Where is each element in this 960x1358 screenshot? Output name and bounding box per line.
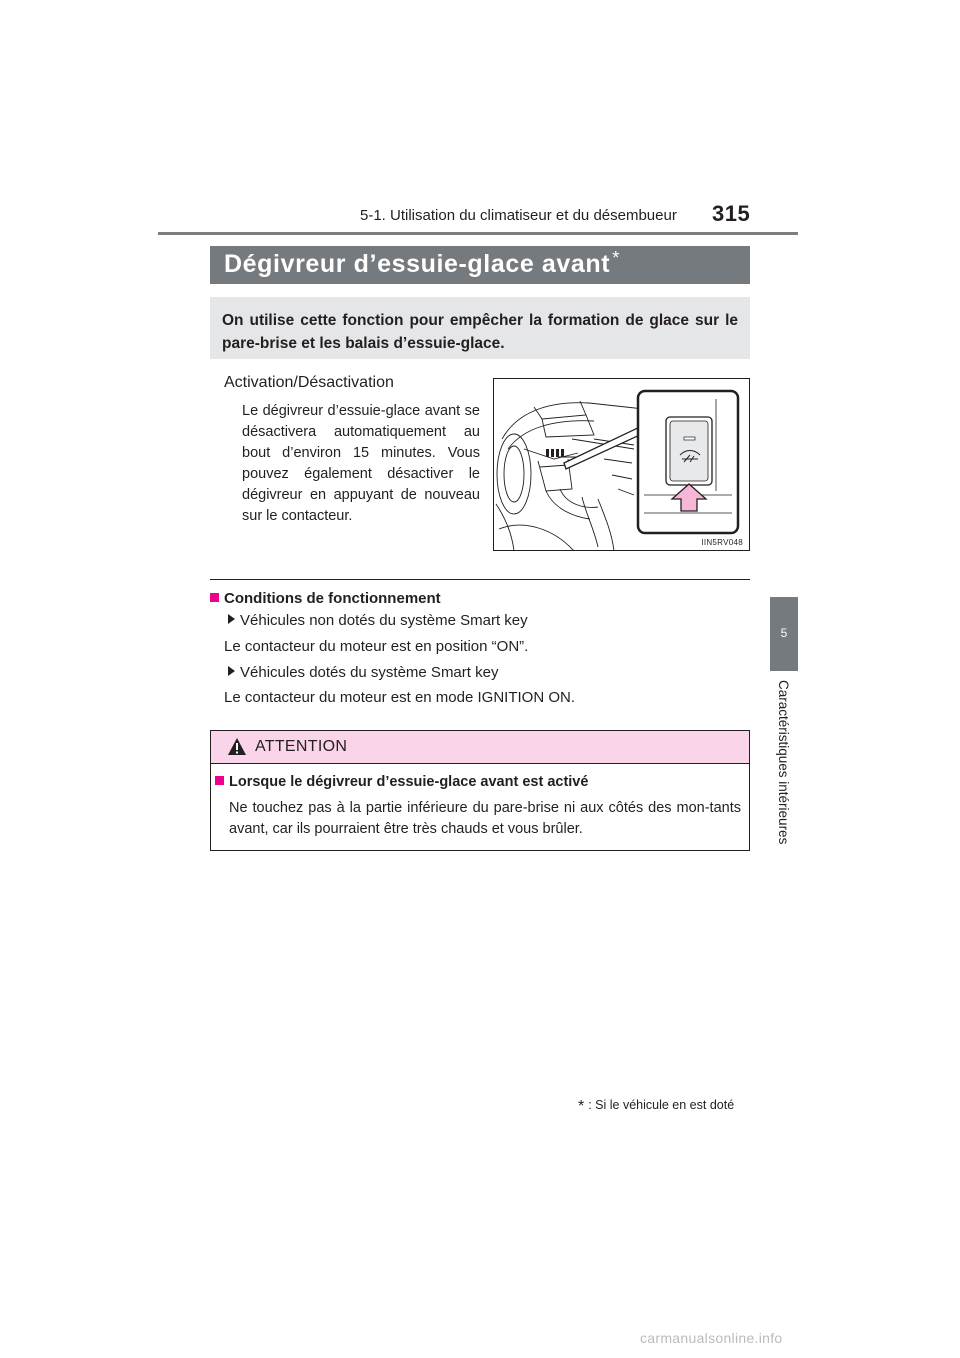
activation-heading: Activation/Désactivation [224, 374, 394, 391]
footnote-marker: * [578, 1098, 585, 1115]
conditions-heading [210, 590, 441, 607]
header-rule [158, 232, 798, 235]
title-footnote-marker: * [612, 248, 620, 268]
page-title-text: Dégivreur d’essuie-glace avant [224, 250, 611, 278]
attention-subheading [215, 774, 588, 790]
watermark: carmanualsonline.info [640, 1330, 783, 1346]
chapter-tab [770, 597, 798, 671]
figure-code: IIN5RV048 [701, 538, 743, 547]
chapter-tab-number: 5 [780, 626, 788, 640]
attention-subheading-text: Lorsque le dégivreur d’essuie-glace avant est activé [229, 774, 589, 790]
triangle-bullet-icon [228, 666, 235, 676]
attention-label: ATTENTION [255, 738, 348, 755]
footnote-text: : Si le véhicule en est doté [588, 1098, 735, 1112]
intro-text: On utilise cette fonction pour empêcher la formation de glace sur le pare-brise et les balais d’essuie-glace. [222, 312, 738, 352]
condition-label-2 [228, 664, 498, 681]
condition-text-2: Le contacteur du moteur est en mode IGNITION ON. [224, 689, 575, 706]
footnote [578, 1098, 734, 1116]
intro-box [210, 297, 750, 359]
square-bullet-icon [215, 776, 224, 785]
condition-label-1-text: Véhicules non dotés du système Smart key [240, 612, 528, 629]
condition-label-2-text: Véhicules dotés du système Smart key [240, 664, 499, 681]
warning-icon [227, 737, 247, 756]
page-title-bar [210, 246, 750, 284]
attention-header [211, 731, 749, 764]
triangle-bullet-icon [228, 614, 235, 624]
attention-body: Ne touchez pas à la partie inférieure du pare-brise ni aux côtés des mon-tants avant, car ils pourraient être très chauds et vous brûler. [229, 800, 741, 837]
condition-text-1: Le contacteur du moteur est en position “ON”. [224, 638, 529, 655]
section-divider [210, 579, 750, 580]
chapter-label: Caractéristiques intérieures [776, 680, 791, 845]
dashboard-illustration [493, 378, 750, 551]
square-bullet-icon [210, 593, 219, 602]
running-header: 5-1. Utilisation du climatiseur et du désembueur [360, 207, 677, 224]
page-number: 315 [712, 201, 751, 226]
dashboard-drawing [494, 379, 750, 551]
attention-box [210, 730, 750, 851]
page-title [224, 250, 620, 279]
activation-body: Le dégivreur d’essuie-glace avant se désactivera automatiquement au bout d’environ 15 minutes. Vous pouvez également désactiver le dégivreur en appuyant de nouveau sur le contacteur. [242, 403, 480, 524]
conditions-heading-text: Conditions de fonctionnement [224, 590, 441, 607]
condition-label-1 [228, 612, 528, 629]
